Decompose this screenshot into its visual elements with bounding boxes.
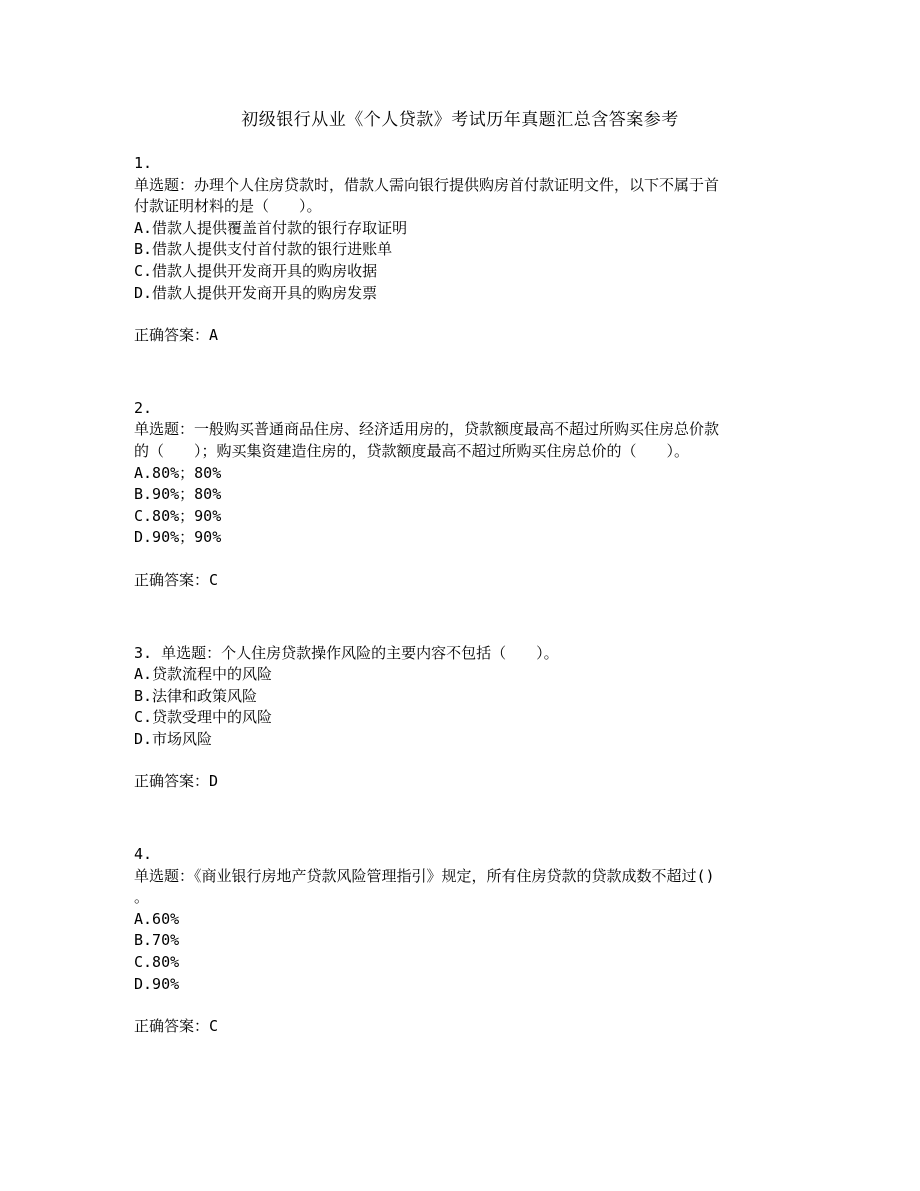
option-d: D.市场风险 [134,729,213,748]
option-d: D.90%；90% [134,528,222,547]
question-stem-line: 的（ ）；购买集资建造住房的，贷款额度最高不超过所购买住房总价的（ ）。 [134,441,690,460]
question-stem-line: 单选题：《商业银行房地产贷款风险管理指引》规定，所有住房贷款的贷款成数不超过() [134,866,715,885]
option-d: D.借款人提供开发商开具的购房发票 [134,283,378,302]
option-a: A.贷款流程中的风险 [134,665,273,684]
option-b: B.90%；80% [134,485,222,504]
option-a: A.80%；80% [134,463,222,482]
option-c: C.80% [134,953,180,972]
correct-answer: 正确答案：C [134,1017,219,1036]
option-c: C.借款人提供开发商开具的购房收据 [134,261,378,280]
question-number: 1. [134,154,153,172]
document-title: 初级银行从业《个人贷款》考试历年真题汇总含答案参考 [241,110,679,130]
question-number: 4. [134,845,153,864]
question-2 [134,398,794,592]
option-c: C.贷款受理中的风险 [134,708,273,727]
question-stem-line: 单选题：办理个人住房贷款时，借款人需向银行提供购房首付款证明文件，以下不属于首 [134,175,720,194]
question-1 [134,153,794,347]
correct-answer: 正确答案：A [134,326,219,345]
option-d: D.90% [134,974,180,993]
question-number: 2. [134,398,153,417]
option-a: A.借款人提供覆盖首付款的银行存取证明 [134,218,408,237]
option-c: C.80%；90% [134,506,222,525]
question-stem-line: 单选题：一般购买普通商品住房、经济适用房的，贷款额度最高不超过所购买住房总价款 [134,420,720,439]
correct-answer: 正确答案：C [134,570,219,589]
question-4 [134,844,794,1038]
option-b: B.70% [134,931,180,950]
question-stem-line: 。 [134,888,150,907]
option-a: A.60% [134,909,180,928]
option-b: B.借款人提供支付首付款的银行进账单 [134,240,393,259]
question-stem-line: 付款证明材料的是（ ）。 [134,197,322,216]
question-3 [134,643,794,794]
question-list [134,153,794,1038]
option-b: B.法律和政策风险 [134,686,258,705]
correct-answer: 正确答案：D [134,772,219,791]
question-stem-line: 3. 单选题：个人住房贷款操作风险的主要内容不包括（ ）。 [134,643,559,662]
